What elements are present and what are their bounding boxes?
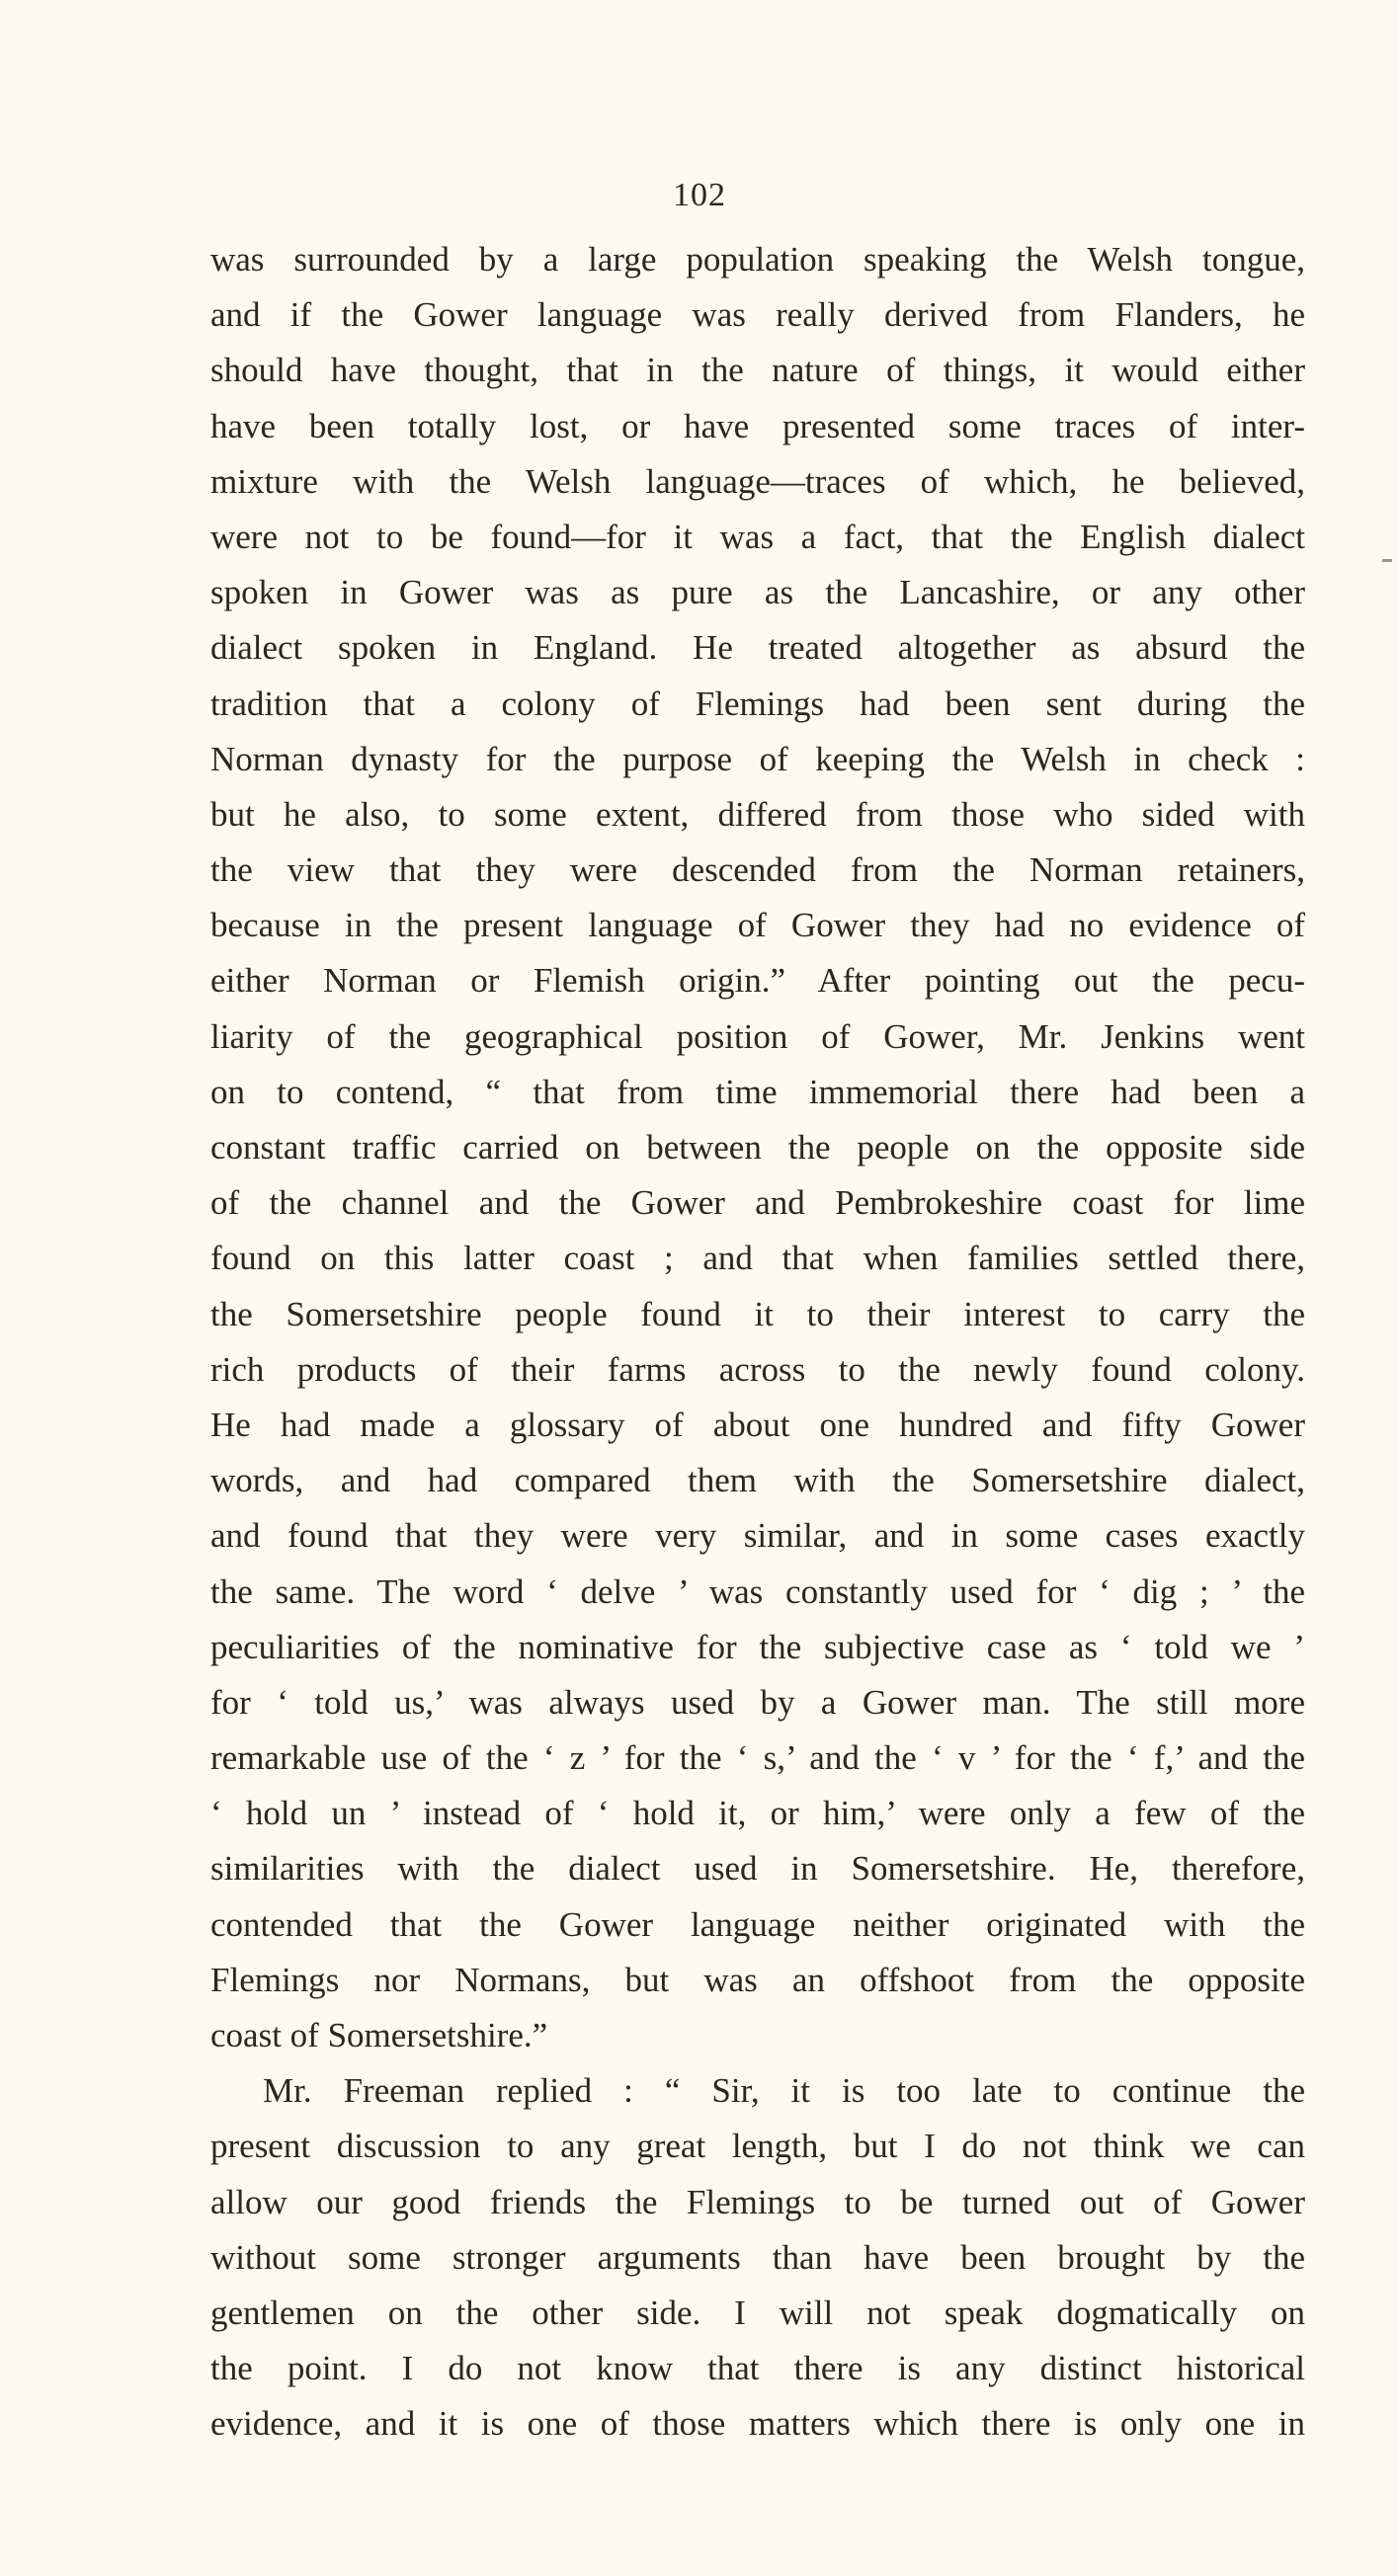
text-line: Mr. Freeman replied : “ Sir, it is too late to continue the: [263, 2071, 1305, 2111]
text-line: ‘ hold un ’ instead of ‘ hold it, or him,’ were only a few of the: [210, 1794, 1305, 1833]
text-line: without some stronger arguments than have been brought by the: [210, 2237, 1305, 2277]
text-line: should have thought, that in the nature of things, it would either: [210, 351, 1305, 390]
text-line: words, and had compared them with the Somersetshire dialect,: [210, 1461, 1305, 1500]
text-line: peculiarities of the nominative for the subjective case as ‘ told we ’: [210, 1627, 1305, 1666]
text-line: for ‘ told us,’ was always used by a Gower man. The still more: [210, 1682, 1305, 1722]
text-line: because in the present language of Gower they had no evidence of: [210, 906, 1305, 945]
text-line: present discussion to any great length, but I do not think we can: [210, 2127, 1305, 2166]
text-line: the view that they were descended from the Norman retainers,: [210, 850, 1305, 890]
text-line: have been totally lost, or have presented some traces of inter-: [210, 406, 1305, 445]
text-line: were not to be found—for it was a fact, that the English dialect: [210, 517, 1305, 556]
text-line: contended that the Gower language neither originated with the: [210, 1904, 1305, 1944]
text-line: evidence, and it is one of those matters which there is only one in: [210, 2404, 1305, 2444]
text-line: liarity of the geographical position of Gower, Mr. Jenkins went: [210, 1016, 1305, 1056]
body-text: [210, 232, 1305, 2453]
text-line: spoken in Gower was as pure as the Lancashire, or any other: [210, 573, 1305, 612]
text-line: He had made a glossary of about one hundred and fifty Gower: [210, 1405, 1305, 1444]
text-line: gentlemen on the other side. I will not speak dogmatically on: [210, 2293, 1305, 2332]
margin-mark: [1382, 559, 1392, 562]
text-line: the Somersetshire people found it to their interest to carry the: [210, 1294, 1305, 1333]
text-line: coast of Somersetshire.”: [210, 2016, 548, 2054]
text-line: on to contend, “ that from time immemorial there had been a: [210, 1072, 1305, 1111]
page-number: 102: [673, 177, 726, 213]
text-line: but he also, to some extent, differed from those who sided with: [210, 794, 1305, 834]
text-line: Flemings nor Normans, but was an offshoot from the opposite: [210, 1960, 1305, 1999]
paragraph-freeman-reply: [210, 2063, 1305, 2452]
text-line: the same. The word ‘ delve ’ was constantly used for ‘ dig ; ’ the: [210, 1571, 1305, 1611]
text-line: and if the Gower language was really derived from Flanders, he: [210, 295, 1305, 335]
text-line: the point. I do not know that there is any distinct historical: [210, 2349, 1305, 2388]
text-line: allow our good friends the Flemings to be turned out of Gower: [210, 2182, 1305, 2221]
text-line: dialect spoken in England. He treated altogether as absurd the: [210, 628, 1305, 668]
text-line: similarities with the dialect used in Somersetshire. He, therefore,: [210, 1849, 1305, 1889]
text-line: tradition that a colony of Flemings had been sent during the: [210, 684, 1305, 723]
text-line: rich products of their farms across to the newly found colony.: [210, 1349, 1305, 1389]
text-line: Norman dynasty for the purpose of keeping the Welsh in check :: [210, 739, 1305, 778]
text-line: was surrounded by a large population speaking the Welsh tongue,: [210, 240, 1305, 279]
text-line: remarkable use of the ‘ z ’ for the ‘ s,’ and the ‘ v ’ for the ‘ f,’ and the: [210, 1738, 1305, 1778]
paragraph-jenkins-speech: [210, 232, 1305, 2063]
text-line: of the channel and the Gower and Pembrokeshire coast for lime: [210, 1183, 1305, 1223]
text-line: found on this latter coast ; and that when families settled there,: [210, 1239, 1305, 1278]
text-line: mixture with the Welsh language—traces of which, he believed,: [210, 461, 1305, 501]
text-line: either Norman or Flemish origin.” After pointing out the pecu-: [210, 961, 1305, 1001]
text-line: and found that they were very similar, and in some cases exactly: [210, 1516, 1305, 1556]
text-line: constant traffic carried on between the people on the opposite side: [210, 1128, 1305, 1167]
